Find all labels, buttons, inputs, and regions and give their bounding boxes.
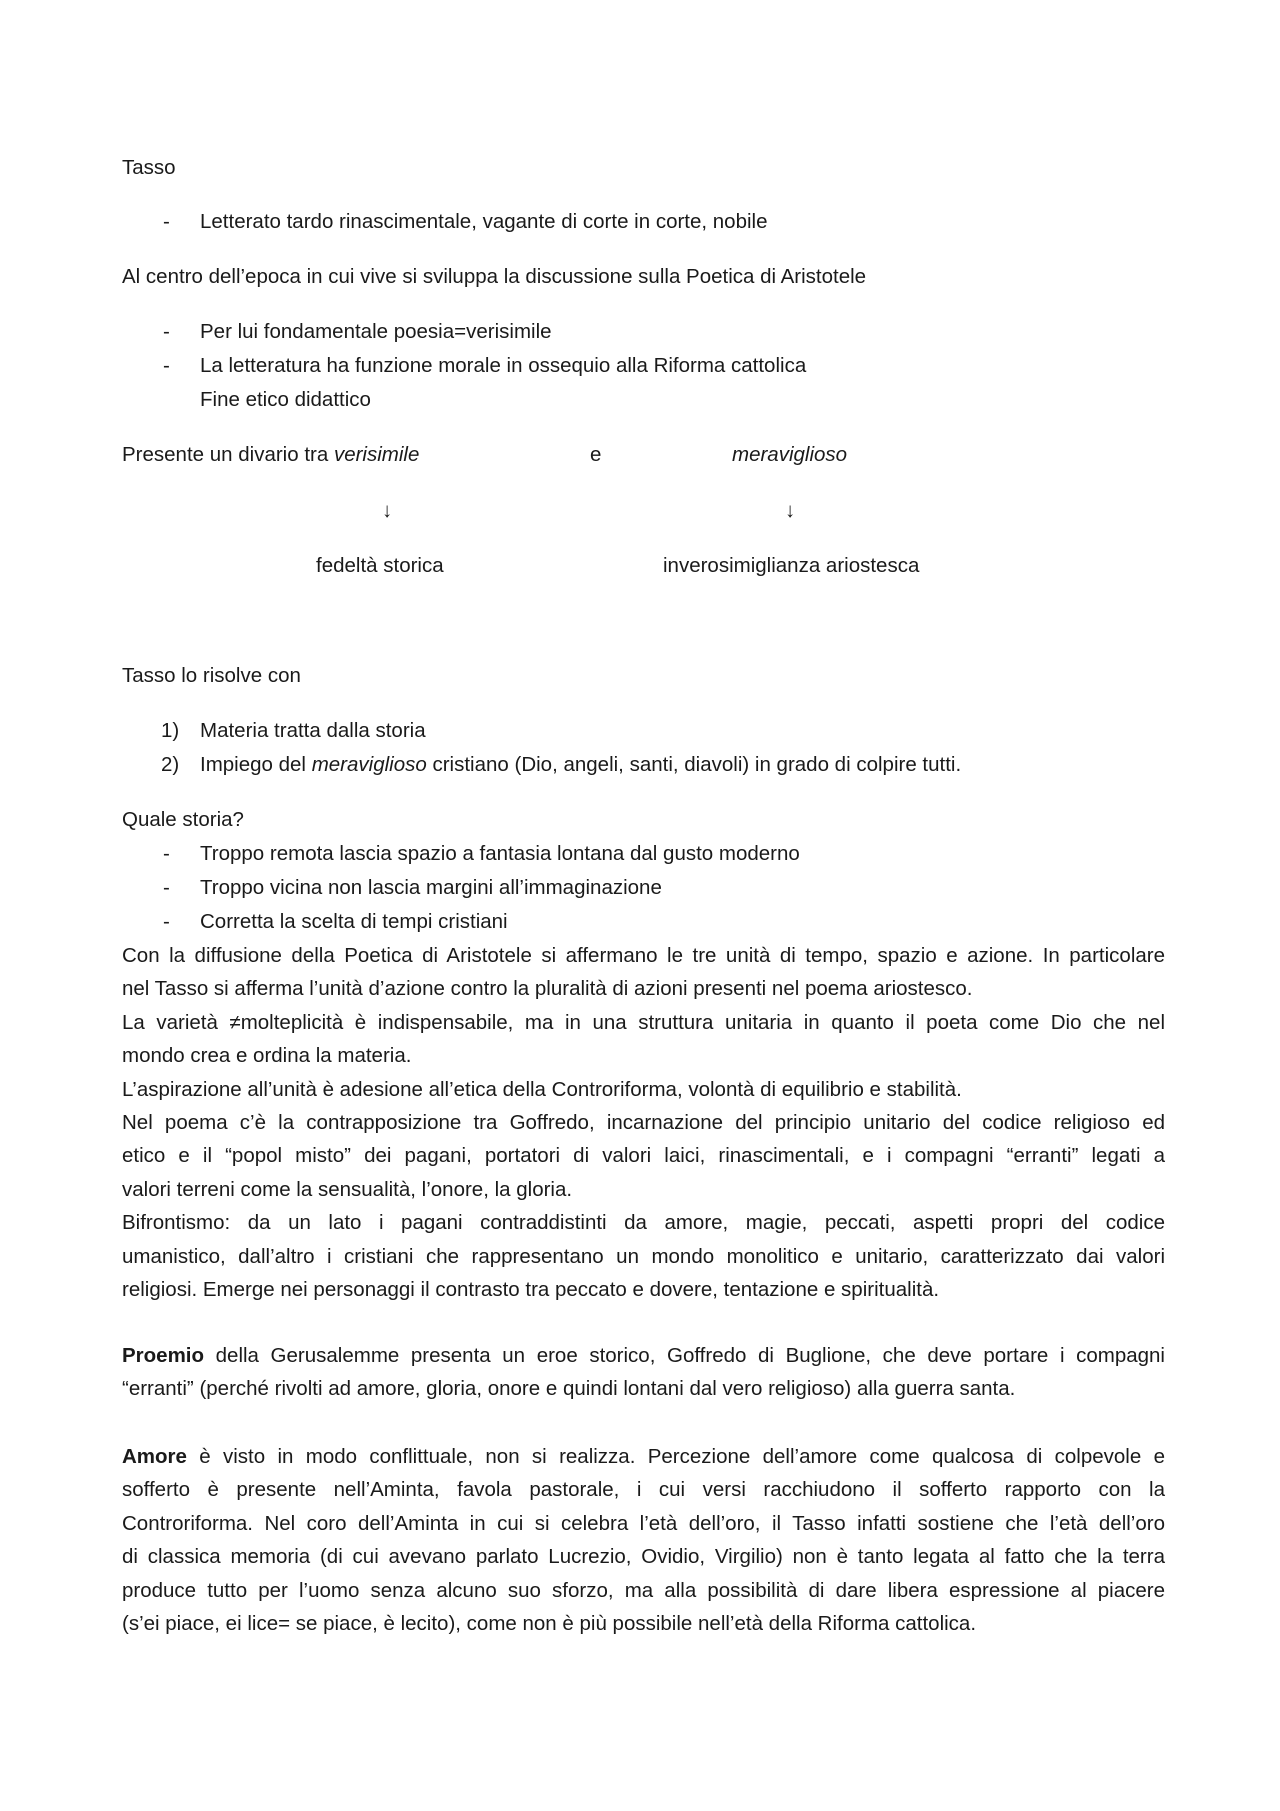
paragraph-line: “erranti” (perché rivolti ad amore, gloria, onore e quindi lontani dal vero religioso) alla guerra santa. [122,1377,1016,1401]
list-item: La letteratura ha funzione morale in ossequio alla Riforma cattolica [200,354,807,377]
body-paragraph [122,939,1165,1306]
term-verisimile: verisimile [333,443,420,466]
divario-line [122,443,419,467]
paragraph-line: valori terreni come la sensualità, l’onore, la gloria. [122,1177,573,1201]
paragraph-line: Con la diffusione della Poetica di Aristotele si affermano le tre unità di tempo, spazio e azione. In particolare [122,944,1165,967]
conjunction: e [590,443,602,466]
list-item: Impiego del meraviglioso cristiano (Dio, angeli, santi, diavoli) in grado di colpire tutti. [200,753,962,776]
dash-marker: - [163,320,170,343]
down-arrow-icon: ↓ [785,499,796,522]
term-meraviglioso [732,443,847,467]
paragraph-line: La varietà ≠molteplicità è indispensabile, ma in una struttura unitaria in quanto il poeta come Dio che nel [122,1010,1165,1034]
amore-paragraph [122,1440,1165,1640]
dash-marker: - [163,910,170,933]
dash-marker: - [163,876,170,899]
list-item: Materia tratta dalla storia [200,719,426,742]
dash-marker: - [163,842,170,865]
paragraph-line: Amore è visto in modo conflittuale, non si realizza. Percezione dell’amore come qualcosa di colpevole e [122,1445,1165,1468]
paragraph-line: religiosi. Emerge nei personaggi il contrasto tra peccato e dovere, tentazione e spiritualità. [122,1278,940,1302]
term-meraviglioso-text: meraviglioso [732,443,848,466]
paragraph-line: L’aspirazione all’unità è adesione all’etica della Controriforma, volontà di equilibrio e stabilità. [122,1077,962,1101]
risolve-text: Tasso lo risolve con [122,664,301,687]
paragraph-line: umanistico, dall’altro i cristiani che rappresentano un mondo monolitico e unitario, caratterizzato dai valori [122,1244,1165,1268]
amore-label: Amore [122,1445,187,1468]
dash-marker: - [163,210,170,233]
paragraph-line: Bifrontismo: da un lato i pagani contraddistinti da amore, magie, peccati, aspetti propri del codice [122,1211,1165,1235]
paragraph-line: di classica memoria (di cui avevano parlato Lucrezio, Ovidio, Virgilio) non è tanto legata al fatto che la terra [122,1545,1165,1569]
paragraph-line: (s’ei piace, ei lice= se piace, è lecito), come non è più possibile nell’età della Riforma cattolica. [122,1612,977,1636]
paragraph-line: Proemio della Gerusalemme presenta un eroe storico, Goffredo di Buglione, che deve portare i compagni [122,1344,1165,1367]
down-arrow-icon: ↓ [382,499,393,522]
list-item: Corretta la scelta di tempi cristiani [200,910,508,933]
paragraph-line: produce tutto per l’uomo senza alcuno suo sforzo, ma alla possibilità di dare libera espressione al piacere [122,1578,1165,1602]
list-item-continuation: Fine etico didattico [200,388,371,411]
proemio-label: Proemio [122,1344,205,1367]
paragraph-line: Controriforma. Nel coro dell’Aminta in cui si celebra l’età dell’oro, il Tasso infatti sostiene che l’età dell’oro [122,1511,1165,1535]
divario-prefix: Presente un divario tra [122,443,334,466]
paragraph-line: etico e il “popol misto” dei pagani, portatori di valori laici, rinascimentali, e i compagni “erranti” legati a [122,1144,1165,1168]
list-number: 1) [161,719,180,742]
proemio-paragraph [122,1339,1165,1406]
list-item: Troppo remota lascia spazio a fantasia lontana dal gusto moderno [200,842,800,865]
heading-tasso: Tasso [122,156,176,179]
quale-storia-text: Quale storia? [122,808,244,831]
intro-text: Al centro dell’epoca in cui vive si sviluppa la discussione sulla Poetica di Aristotele [122,265,867,288]
list-item: Per lui fondamentale poesia=verisimile [200,320,552,343]
paragraph-line: sofferto è presente nell’Aminta, favola pastorale, i cui versi racchiudono il sofferto rapporto con la [122,1478,1165,1502]
list-number: 2) [161,753,180,776]
paragraph-line: nel Tasso si afferma l’unità d’azione contro la pluralità di azioni presenti nel poema ariostesco. [122,977,973,1001]
result-inverosimiglianza: inverosimiglianza ariostesca [663,554,920,577]
list-item: Letterato tardo rinascimentale, vagante di corte in corte, nobile [200,210,768,233]
paragraph-line: Nel poema c’è la contrapposizione tra Goffredo, incarnazione del principio unitario del codice religioso ed [122,1111,1165,1135]
paragraph-line: mondo crea e ordina la materia. [122,1044,412,1068]
result-fedelta: fedeltà storica [316,554,444,577]
list-item: Troppo vicina non lascia margini all’immaginazione [200,876,662,899]
dash-marker: - [163,354,170,377]
